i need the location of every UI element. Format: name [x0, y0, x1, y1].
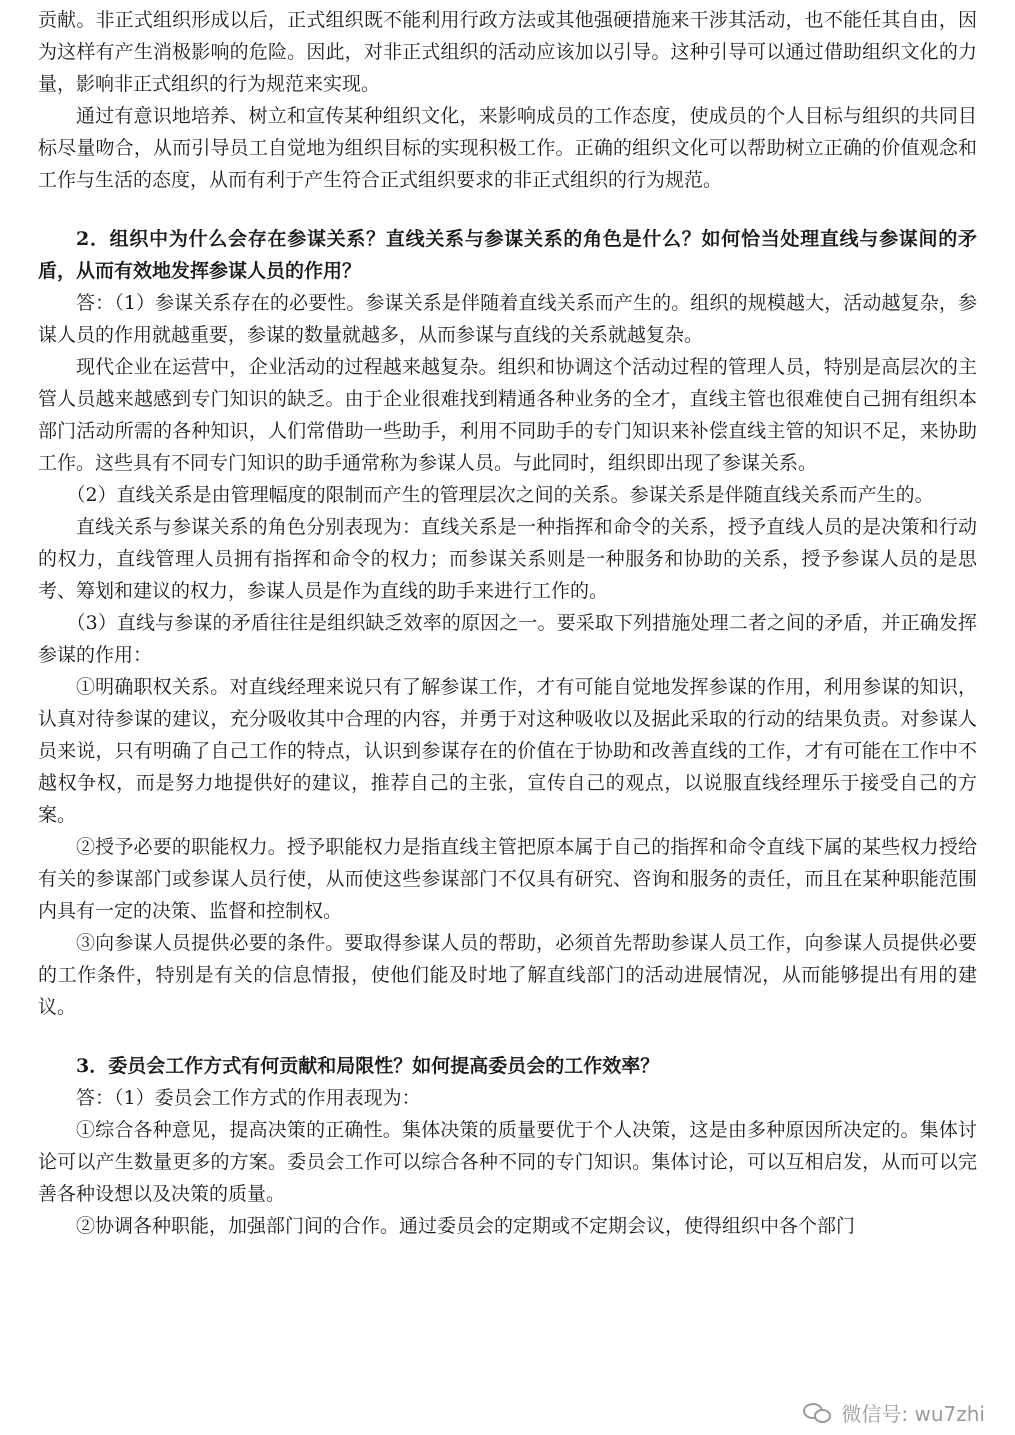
answer-paragraph: ②协调各种职能，加强部门间的合作。通过委员会的定期或不定期会议，使得组织中各个部门: [76, 1215, 856, 1237]
answer-paragraph: 直线关系与参谋关系的角色分别表现为：直线关系是一种指挥和命令的关系，授予直线人员的是决策和行动的权力，直线管理人员拥有指挥和命令的权力；而参谋关系则是一种服务和协助的关系，授予参谋人员的是思考、筹划和建议的权力，参谋人员是作为直线的助手来进行工作的。: [38, 516, 977, 602]
answer-paragraph: （2）直线关系是由管理幅度的限制而产生的管理层次之间的关系。参谋关系是伴随直线关系而产生的。: [66, 484, 934, 506]
paragraph: 通过有意识地培养、树立和宣传某种组织文化，来影响成员的工作态度，使成员的个人目标与组织的共同目标尽量吻合，从而引导员工自觉地为组织目标的实现积极工作。正确的组织文化可以帮助树立正确的价值观念和工作与生活的态度，从而有利于产生符合正式组织要求的非正式组织的行为规范。: [38, 105, 977, 191]
spacer: [38, 196, 977, 223]
answer-paragraph: ①综合各种意见，提高决策的正确性。集体决策的质量要优于个人决策，这是由多种原因所决定的。集体讨论可以产生数量更多的方案。委员会工作可以综合各种不同的专门知识。集体讨论，可以互相启发，从而可以完善各种设想以及决策的质量。: [38, 1119, 977, 1205]
paragraph: 贡献。非正式组织形成以后，正式组织既不能利用行政方法或其他强硬措施来干涉其活动，也不能任其自由，因为这样有产生消极影响的危险。因此，对非正式组织的活动应该加以引导。这种引导可以通过借助组织文化的力量，影响非正式组织的行为规范来实现。: [38, 9, 977, 95]
answer-paragraph: ②授予必要的职能权力。授予职能权力是指直线主管把原本属于自己的指挥和命令直线下属的某些权力授给有关的参谋部门或参谋人员行使，从而使这些参谋部门不仅具有研究、咨询和服务的责任，而且在某种职能范围内具有一定的决策、监督和控制权。: [38, 836, 977, 922]
answer-paragraph: 现代企业在运营中，企业活动的过程越来越复杂。组织和协调这个活动过程的管理人员，特别是高层次的主管人员越来越感到专门知识的缺乏。由于企业很难找到精通各种业务的全才，直线主管也很难使自己拥有组织本部门活动所需的各种知识，人们常借助一些助手，利用不同助手的专门知识来补偿直线主管的知识不足，来协助工作。这些具有不同专门知识的助手通常称为参谋人员。与此同时，组织即出现了参谋关系。: [38, 356, 977, 474]
watermark-text: 微信号: wu7zhi: [841, 1402, 985, 1426]
answer-paragraph: 答：（1）参谋关系存在的必要性。参谋关系是伴随着直线关系而产生的。组织的规模越大，活动越复杂，参谋人员的作用就越重要，参谋的数量就越多，从而参谋与直线的关系就越复杂。: [38, 292, 977, 346]
question-3: 3．委员会工作方式有何贡献和局限性？如何提高委员会的工作效率？: [76, 1055, 660, 1077]
answer-paragraph: （3）直线与参谋的矛盾往往是组织缺乏效率的原因之一。要采取下列措施处理二者之间的矛盾，并正确发挥参谋的作用：: [38, 612, 977, 666]
wechat-icon: [803, 1401, 833, 1425]
spacer: [38, 1023, 977, 1050]
answer-paragraph: ③向参谋人员提供必要的条件。要取得参谋人员的帮助，必须首先帮助参谋人员工作，向参谋人员提供必要的工作条件，特别是有关的信息情报，使他们能及时地了解直线部门的活动进展情况，从而能够提出有用的建议。: [38, 932, 977, 1018]
watermark: [803, 1398, 985, 1427]
answer-paragraph: ①明确职权关系。对直线经理来说只有了解参谋工作，才有可能自觉地发挥参谋的作用，利用参谋的知识，认真对待参谋的建议，充分吸收其中合理的内容，并勇于对这种吸收以及据此采取的行动的结果负责。对参谋人员来说，只有明确了自己工作的特点，认识到参谋存在的价值在于协助和改善直线的工作，才有可能在工作中不越权争权，而是努力地提供好的建议，推荐自己的主张，宣传自己的观点，以说服直线经理乐于接受自己的方案。: [38, 676, 977, 826]
answer-paragraph: 答：（1）委员会工作方式的作用表现为：: [76, 1087, 421, 1109]
question-2: 2．组织中为什么会存在参谋关系？直线关系与参谋关系的角色是什么？如何恰当处理直线与参谋间的矛盾，从而有效地发挥参谋人员的作用？: [38, 228, 977, 282]
